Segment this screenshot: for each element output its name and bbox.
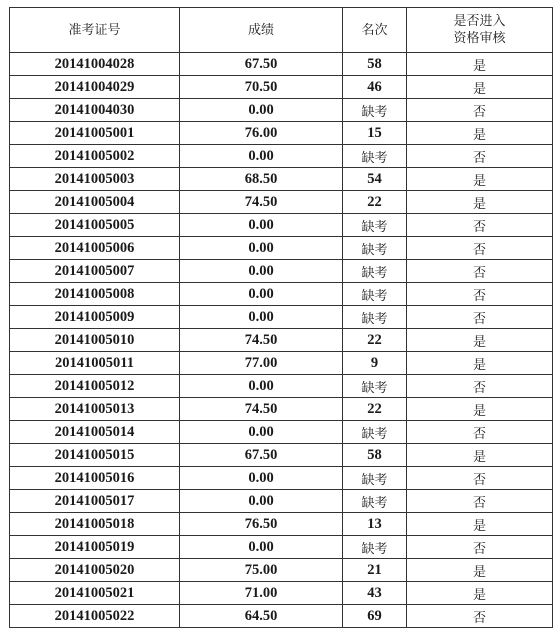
score-cell: 0.00	[180, 490, 343, 513]
qualified-cell: 是	[407, 53, 553, 76]
exam-id-cell: 20141005011	[10, 352, 180, 375]
rank-cell: 缺考	[343, 306, 407, 329]
score-cell: 0.00	[180, 214, 343, 237]
score-cell: 0.00	[180, 99, 343, 122]
header-row	[10, 8, 553, 53]
qualified-cell: 否	[407, 214, 553, 237]
table-row	[10, 490, 553, 513]
exam-id-cell: 20141005014	[10, 421, 180, 444]
rank-cell: 69	[343, 605, 407, 628]
score-cell: 76.50	[180, 513, 343, 536]
score-cell: 67.50	[180, 444, 343, 467]
results-table-container	[9, 7, 552, 628]
header-qualified-line1: 是否进入	[453, 14, 506, 29]
rank-cell: 缺考	[343, 99, 407, 122]
exam-id-cell: 20141004029	[10, 76, 180, 99]
exam-results-table	[9, 7, 553, 628]
exam-id-cell: 20141005017	[10, 490, 180, 513]
header-rank: 名次	[343, 8, 407, 53]
table-row	[10, 214, 553, 237]
table-body	[10, 53, 553, 628]
rank-cell: 22	[343, 398, 407, 421]
table-row	[10, 76, 553, 99]
exam-id-cell: 20141004030	[10, 99, 180, 122]
exam-id-cell: 20141005007	[10, 260, 180, 283]
header-exam-id: 准考证号	[10, 8, 180, 53]
exam-id-cell: 20141005006	[10, 237, 180, 260]
qualified-cell: 否	[407, 375, 553, 398]
table-row	[10, 375, 553, 398]
table-row	[10, 513, 553, 536]
score-cell: 70.50	[180, 76, 343, 99]
score-cell: 0.00	[180, 283, 343, 306]
exam-id-cell: 20141005005	[10, 214, 180, 237]
score-cell: 0.00	[180, 536, 343, 559]
score-cell: 0.00	[180, 260, 343, 283]
exam-id-cell: 20141005010	[10, 329, 180, 352]
table-row	[10, 559, 553, 582]
score-cell: 76.00	[180, 122, 343, 145]
qualified-cell: 是	[407, 582, 553, 605]
qualified-cell: 否	[407, 260, 553, 283]
rank-cell: 缺考	[343, 237, 407, 260]
table-row	[10, 122, 553, 145]
table-row	[10, 145, 553, 168]
rank-cell: 13	[343, 513, 407, 536]
exam-id-cell: 20141005009	[10, 306, 180, 329]
rank-cell: 缺考	[343, 375, 407, 398]
rank-cell: 缺考	[343, 536, 407, 559]
table-row	[10, 53, 553, 76]
exam-id-cell: 20141005002	[10, 145, 180, 168]
rank-cell: 缺考	[343, 490, 407, 513]
table-row	[10, 421, 553, 444]
score-cell: 0.00	[180, 421, 343, 444]
qualified-cell: 是	[407, 122, 553, 145]
score-cell: 0.00	[180, 375, 343, 398]
exam-id-cell: 20141005003	[10, 168, 180, 191]
qualified-cell: 否	[407, 145, 553, 168]
table-row	[10, 329, 553, 352]
exam-id-cell: 20141005004	[10, 191, 180, 214]
exam-id-cell: 20141005001	[10, 122, 180, 145]
exam-id-cell: 20141005008	[10, 283, 180, 306]
exam-id-cell: 20141005013	[10, 398, 180, 421]
qualified-cell: 是	[407, 559, 553, 582]
table-row	[10, 398, 553, 421]
table-row	[10, 352, 553, 375]
qualified-cell: 否	[407, 421, 553, 444]
qualified-cell: 是	[407, 191, 553, 214]
rank-cell: 缺考	[343, 260, 407, 283]
rank-cell: 9	[343, 352, 407, 375]
score-cell: 0.00	[180, 306, 343, 329]
table-row	[10, 168, 553, 191]
qualified-cell: 是	[407, 168, 553, 191]
table-row	[10, 283, 553, 306]
rank-cell: 22	[343, 191, 407, 214]
score-cell: 67.50	[180, 53, 343, 76]
score-cell: 75.00	[180, 559, 343, 582]
rank-cell: 22	[343, 329, 407, 352]
score-cell: 0.00	[180, 145, 343, 168]
table-row	[10, 467, 553, 490]
rank-cell: 缺考	[343, 467, 407, 490]
qualified-cell: 否	[407, 99, 553, 122]
rank-cell: 58	[343, 444, 407, 467]
qualified-cell: 是	[407, 444, 553, 467]
score-cell: 71.00	[180, 582, 343, 605]
exam-id-cell: 20141005022	[10, 605, 180, 628]
score-cell: 0.00	[180, 467, 343, 490]
score-cell: 68.50	[180, 168, 343, 191]
qualified-cell: 否	[407, 237, 553, 260]
rank-cell: 46	[343, 76, 407, 99]
table-row	[10, 536, 553, 559]
score-cell: 77.00	[180, 352, 343, 375]
exam-id-cell: 20141005012	[10, 375, 180, 398]
table-header	[10, 8, 553, 53]
exam-id-cell: 20141005015	[10, 444, 180, 467]
qualified-cell: 否	[407, 490, 553, 513]
exam-id-cell: 20141005019	[10, 536, 180, 559]
table-row	[10, 605, 553, 628]
rank-cell: 缺考	[343, 145, 407, 168]
exam-id-cell: 20141005021	[10, 582, 180, 605]
rank-cell: 缺考	[343, 421, 407, 444]
rank-cell: 15	[343, 122, 407, 145]
header-qualified	[407, 8, 553, 53]
qualified-cell: 否	[407, 306, 553, 329]
table-row	[10, 444, 553, 467]
table-row	[10, 191, 553, 214]
rank-cell: 缺考	[343, 283, 407, 306]
table-row	[10, 582, 553, 605]
score-cell: 74.50	[180, 191, 343, 214]
score-cell: 64.50	[180, 605, 343, 628]
qualified-cell: 是	[407, 329, 553, 352]
qualified-cell: 否	[407, 605, 553, 628]
header-qualified-line2: 资格审核	[453, 31, 506, 46]
qualified-cell: 是	[407, 398, 553, 421]
rank-cell: 58	[343, 53, 407, 76]
rank-cell: 21	[343, 559, 407, 582]
score-cell: 0.00	[180, 237, 343, 260]
rank-cell: 缺考	[343, 214, 407, 237]
score-cell: 74.50	[180, 329, 343, 352]
table-row	[10, 237, 553, 260]
qualified-cell: 否	[407, 467, 553, 490]
qualified-cell: 是	[407, 352, 553, 375]
qualified-cell: 是	[407, 76, 553, 99]
qualified-cell: 否	[407, 536, 553, 559]
table-row	[10, 260, 553, 283]
qualified-cell: 否	[407, 283, 553, 306]
score-cell: 74.50	[180, 398, 343, 421]
qualified-cell: 是	[407, 513, 553, 536]
exam-id-cell: 20141005020	[10, 559, 180, 582]
exam-id-cell: 20141005016	[10, 467, 180, 490]
exam-id-cell: 20141005018	[10, 513, 180, 536]
rank-cell: 43	[343, 582, 407, 605]
table-row	[10, 99, 553, 122]
table-row	[10, 306, 553, 329]
exam-id-cell: 20141004028	[10, 53, 180, 76]
header-score: 成绩	[180, 8, 343, 53]
rank-cell: 54	[343, 168, 407, 191]
